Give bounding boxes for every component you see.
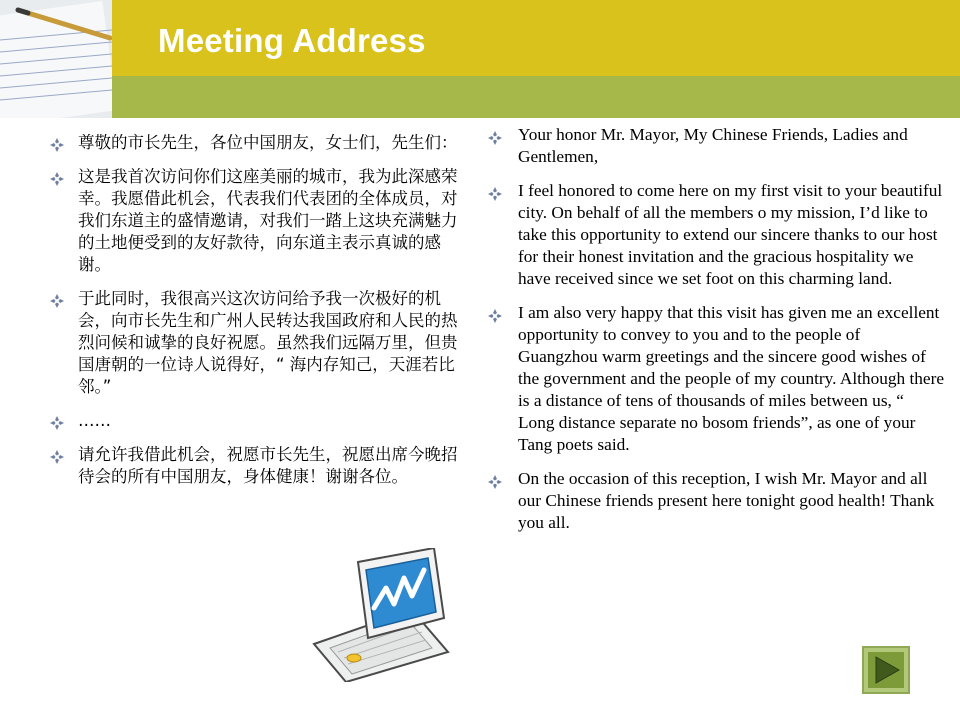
bullet-text: On the occasion of this reception, I wish Mr. Mayor and all our Chinese friends present here tonight good health! Thank you all. bbox=[518, 469, 935, 532]
header-green-band bbox=[112, 76, 960, 118]
diamond-bullet-icon bbox=[488, 185, 502, 199]
chinese-bullet-list bbox=[48, 132, 460, 500]
list-item bbox=[484, 124, 944, 168]
next-button-face[interactable] bbox=[868, 652, 904, 688]
header-notebook-image bbox=[0, 0, 112, 118]
list-item bbox=[48, 132, 460, 154]
slide-header bbox=[0, 0, 960, 118]
diamond-bullet-icon bbox=[50, 414, 64, 428]
play-next-icon bbox=[868, 652, 904, 688]
diamond-bullet-icon bbox=[50, 170, 64, 184]
bullet-text: I feel honored to come here on my first visit to your beautiful city. On behalf of all the members o my mission, I’d like to take this opportunity to extend our sincere thanks to our host for their honest invitation and the gracious hospitality we have received since we set foot on this charming land. bbox=[518, 181, 943, 288]
list-item bbox=[48, 166, 460, 276]
list-item bbox=[484, 302, 944, 456]
bullet-text: …… bbox=[78, 411, 111, 430]
bullet-text: 于此同时，我很高兴这次访问给予我一次极好的机会，向市长先生和广州人民转达我国政府和人民的热烈问候和诚挚的良好祝愿。虽然我们远隔万里，但贵国唐朝的一位诗人说得好，“ 海内存知己，天涯若比邻。” bbox=[78, 289, 458, 396]
diamond-bullet-icon bbox=[488, 473, 502, 487]
list-item bbox=[48, 410, 460, 432]
list-item bbox=[48, 444, 460, 488]
bullet-text: 这是我首次访问你们这座美丽的城市，我为此深感荣幸。我愿借此机会，代表我们代表团的全体成员，对我们东道主的盛情邀请，对我们一踏上这块充满魅力的土地便受到的友好款待，向东道主表示真诚的感谢。 bbox=[78, 167, 458, 274]
diamond-bullet-icon bbox=[50, 448, 64, 462]
laptop-chart-icon bbox=[308, 548, 452, 682]
bullet-text: I am also very happy that this visit has given me an excellent opportunity to convey to you and to the people of Guangzhou warm greetings and the sincere good wishes of the government and the people of my country. Although there is a distance of tens of thousands of miles between us, “ Long distance separate no bosom friends”, as one of your Tang poets said. bbox=[518, 303, 944, 454]
bullet-text: 请允许我借此机会，祝愿市长先生，祝愿出席今晚招待会的所有中国朋友，身体健康！谢谢各位。 bbox=[78, 445, 458, 486]
english-bullet-list bbox=[484, 124, 944, 546]
bullet-text: Your honor Mr. Mayor, My Chinese Friends, Ladies and Gentlemen, bbox=[518, 125, 908, 166]
diamond-bullet-icon bbox=[488, 129, 502, 143]
diamond-bullet-icon bbox=[50, 292, 64, 306]
list-item bbox=[484, 180, 944, 290]
list-item bbox=[484, 468, 944, 534]
bullet-text: 尊敬的市长先生，各位中国朋友，女士们，先生们： bbox=[78, 133, 458, 152]
diamond-bullet-icon bbox=[488, 307, 502, 321]
slide-title: Meeting Address bbox=[158, 22, 426, 59]
next-slide-button[interactable] bbox=[862, 646, 910, 694]
diamond-bullet-icon bbox=[50, 136, 64, 150]
list-item bbox=[48, 288, 460, 398]
